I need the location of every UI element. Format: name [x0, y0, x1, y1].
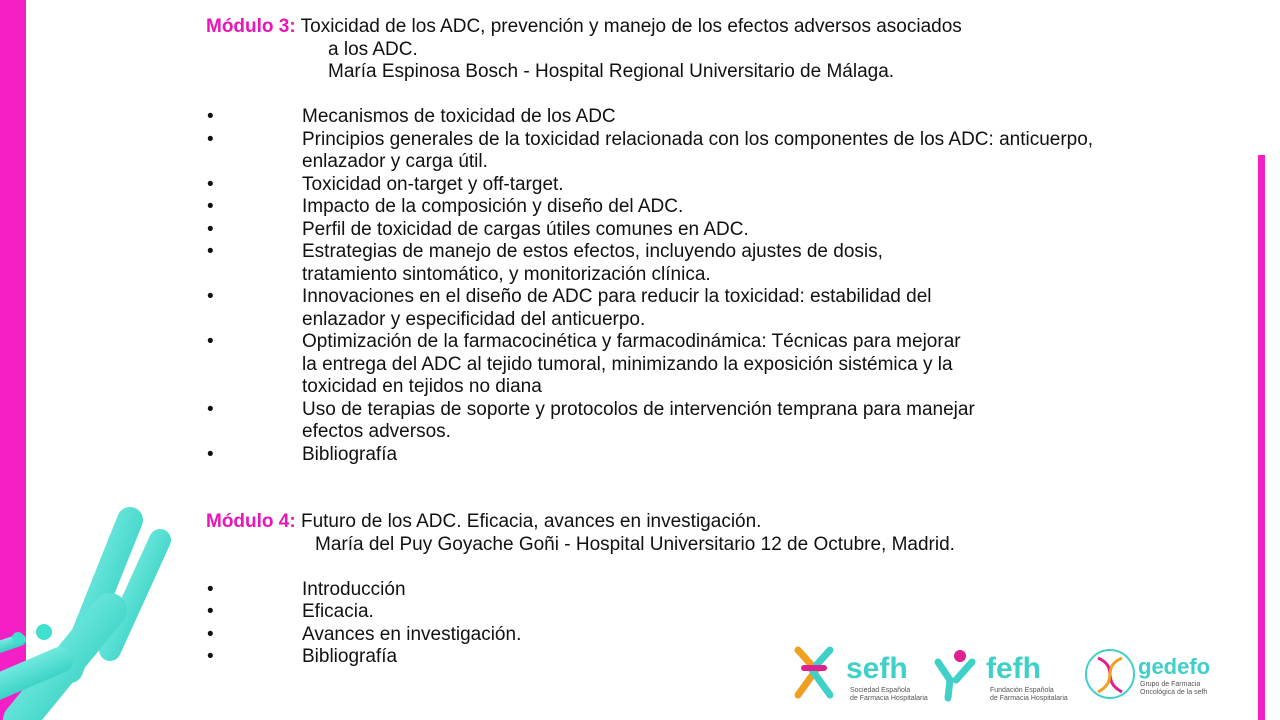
bullet-glyph	[206, 151, 302, 174]
module4-title	[206, 511, 1246, 534]
bullet-glyph: •	[207, 106, 214, 127]
bullet-text: Bibliografía	[302, 443, 398, 465]
bullet-glyph: •	[207, 443, 214, 465]
right-accent-bar	[1258, 155, 1265, 720]
bullet-text: efectos adversos.	[302, 421, 451, 442]
gedefo-logo-sub2: Oncológica de la sefh	[1140, 689, 1208, 696]
module4-author: María del Puy Goyache Goñi - Hospital Universitario 12 de Octubre, Madrid.	[315, 533, 955, 555]
module3-bullet-item	[206, 354, 1246, 377]
bullet-glyph	[206, 376, 302, 399]
module3-bullet-list	[206, 106, 1246, 466]
module3-bullet-item	[206, 196, 1246, 219]
module3-bullet-item	[206, 264, 1246, 287]
bullet-glyph	[206, 309, 302, 332]
module3-title	[206, 16, 1246, 39]
bullet-glyph: •	[207, 331, 214, 352]
bullet-glyph	[206, 421, 302, 444]
sefh-logo-name: sefh	[846, 652, 908, 685]
bullet-text: Avances en investigación.	[302, 623, 522, 645]
module3-bullet-item	[206, 129, 1246, 152]
bullet-text: Toxicidad on-target y off-target.	[302, 173, 564, 195]
bullet-text: Innovaciones en el diseño de ADC para reducir la toxicidad: estabilidad del	[302, 286, 932, 307]
sefh-logo-sub2: de Farmacia Hospitalaria	[850, 695, 928, 702]
bullet-text: Bibliografía	[302, 646, 398, 667]
fefh-logo-sub2: de Farmacia Hospitalaria	[990, 695, 1068, 702]
gedefo-logo-sub1: Grupo de Farmacia	[1140, 681, 1201, 688]
bullet-text: Uso de terapias de soporte y protocolos de intervención temprana para manejar	[302, 398, 975, 420]
module3-bullet-item	[206, 399, 1246, 422]
module3-bullet-item	[206, 376, 1246, 399]
module4-bullet-item	[206, 601, 1246, 624]
bullet-glyph: •	[207, 173, 214, 195]
bullet-glyph: •	[207, 241, 214, 262]
module3-bullet-item	[206, 331, 1246, 354]
module3-bullet-item	[206, 151, 1246, 174]
bullet-text: enlazador y especificidad del anticuerpo.	[302, 308, 646, 330]
module3-bullet-item	[206, 309, 1246, 332]
bullet-glyph: •	[207, 398, 214, 420]
module3-bullet-item	[206, 174, 1246, 197]
fefh-logo-sub1: Fundación Española	[990, 687, 1054, 694]
module3-author: María Espinosa Bosch - Hospital Regional Universitario de Málaga.	[328, 61, 895, 82]
bullet-text: Principios generales de la toxicidad relacionada con los componentes de los ADC: anticuerpo,	[302, 128, 1094, 150]
bullet-glyph: •	[207, 578, 214, 600]
bullet-glyph: •	[207, 623, 214, 645]
bullet-text: Impacto de la composición y diseño del ADC.	[302, 196, 684, 217]
bullet-text: tratamiento sintomático, y monitorización clínica.	[302, 263, 711, 285]
bullet-text: Mecanismos de toxicidad de los ADC	[302, 106, 616, 127]
bullet-glyph: •	[207, 286, 214, 307]
module4-bullet-item	[206, 579, 1246, 602]
module3-title-line2: a los ADC.	[328, 38, 418, 60]
bullet-text: la entrega del ADC al tejido tumoral, minimizando la exposición sistémica y la	[302, 353, 953, 375]
slide-content	[206, 16, 1246, 669]
bullet-glyph: •	[207, 128, 214, 150]
bullet-glyph: •	[207, 218, 214, 240]
bullet-glyph: •	[207, 196, 214, 217]
sponsor-logos	[790, 640, 1230, 710]
module3-bullet-item	[206, 106, 1246, 129]
bullet-glyph	[206, 354, 302, 377]
bullet-glyph: •	[207, 646, 214, 667]
sefh-logo-sub1: Sociedad Española	[850, 687, 911, 694]
antibody-illustration	[0, 490, 190, 720]
module3-bullet-item	[206, 421, 1246, 444]
bullet-text: Estrategias de manejo de estos efectos, incluyendo ajustes de dosis,	[302, 241, 883, 262]
sefh-logo	[798, 650, 928, 702]
module3-bullet-item	[206, 241, 1246, 264]
bullet-text: Optimización de la farmacocinética y farmacodinámica: Técnicas para mejorar	[302, 331, 961, 352]
module3-bullet-item	[206, 219, 1246, 242]
fefh-logo	[938, 650, 1068, 702]
module3-bullet-item	[206, 286, 1246, 309]
bullet-text: Eficacia.	[302, 601, 374, 622]
module4-title-line1: Futuro de los ADC. Eficacia, avances en investigación.	[300, 511, 762, 532]
fefh-logo-name: fefh	[986, 652, 1041, 685]
module3-title-line1: Toxicidad de los ADC, prevención y manejo de los efectos adversos asociados	[300, 16, 962, 37]
bullet-text: toxicidad en tejidos no diana	[302, 376, 542, 397]
bullet-text: Perfil de toxicidad de cargas útiles comunes en ADC.	[302, 218, 749, 240]
bullet-text: enlazador y carga útil.	[302, 151, 488, 172]
module3-label: Módulo 3:	[206, 16, 296, 37]
bullet-glyph	[206, 264, 302, 287]
bullet-text: Introducción	[302, 578, 406, 600]
module3-bullet-item	[206, 444, 1246, 467]
gedefo-logo-name: gedefo	[1138, 654, 1211, 679]
bullet-glyph: •	[207, 601, 214, 622]
module4-label: Módulo 4:	[206, 511, 296, 532]
gedefo-logo	[1086, 650, 1210, 698]
